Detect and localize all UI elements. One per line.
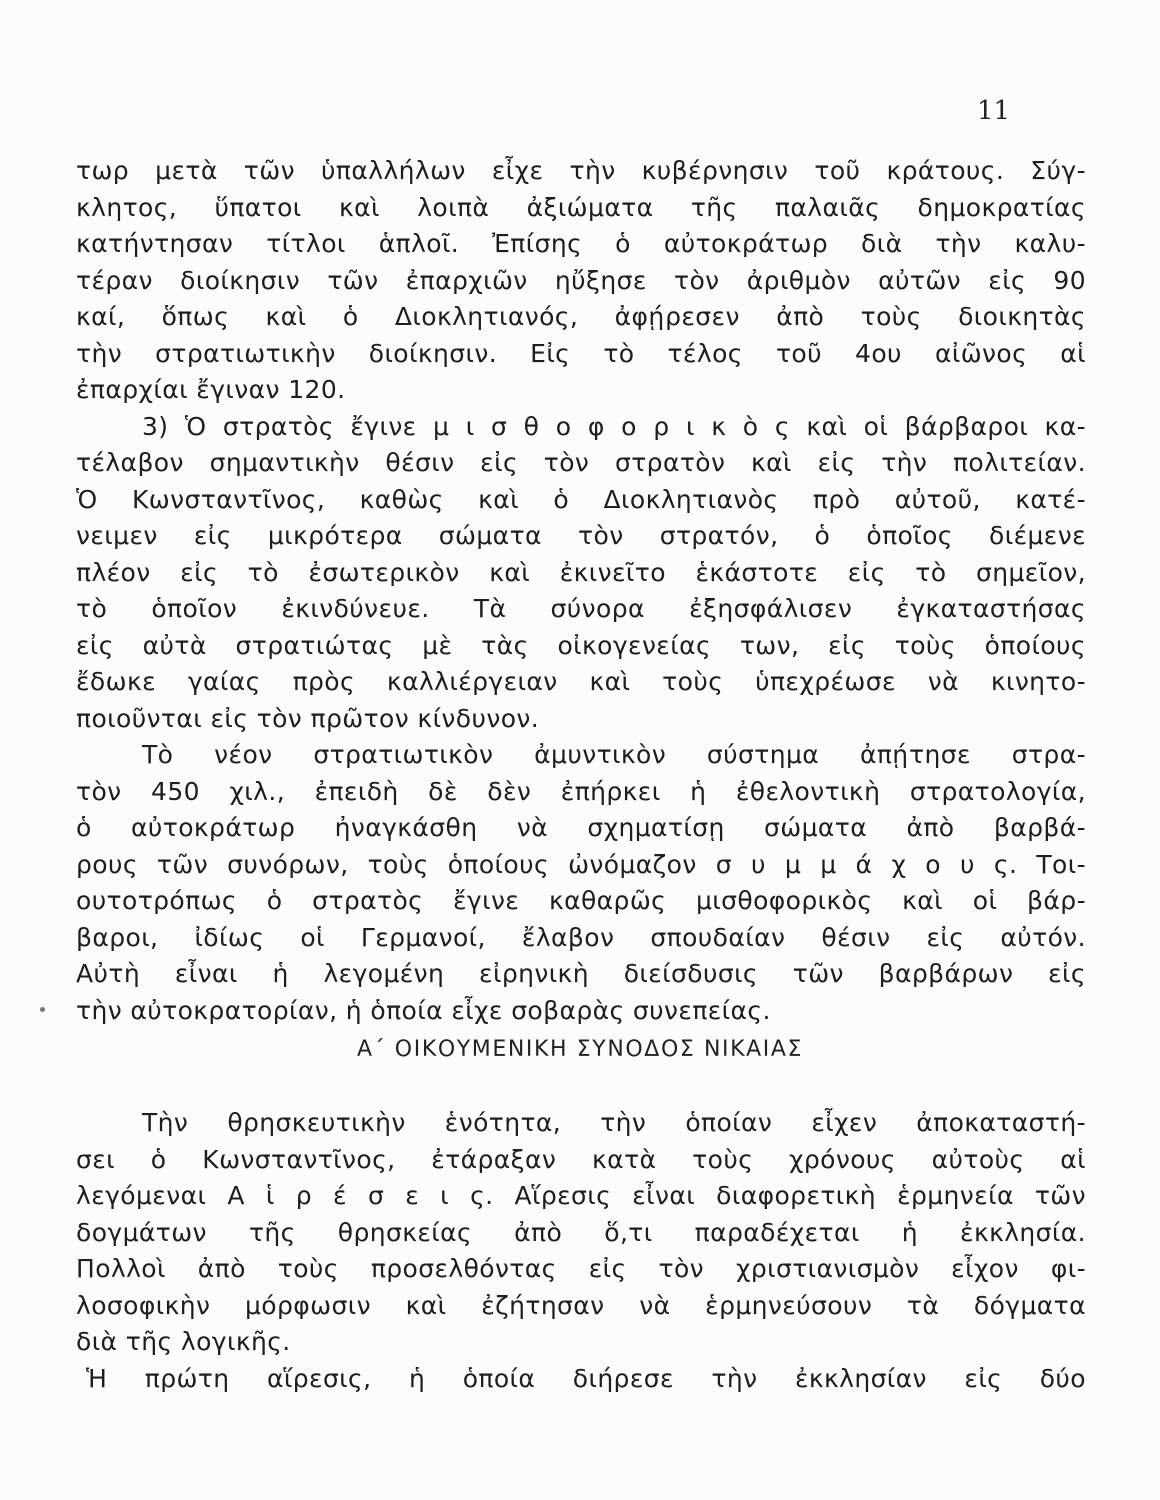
text-line: λοσοφικὴν μόρφωσιν καὶ ἐζήτησαν νὰ ἑρμηνεύσουν τὰ δόγματα bbox=[76, 1290, 1086, 1320]
section-heading: Α΄ ΟΙΚΟΥΜΕΝΙΚΗ ΣΥΝΟΔΟΣ ΝΙΚΑΙΑΣ bbox=[356, 1037, 804, 1062]
text-line: εἰς αὐτὰ στρατιώτας μὲ τὰς οἰκογενείας των, εἰς τοὺς ὁποίους bbox=[76, 630, 1086, 660]
text-line: Πολλοὶ ἀπὸ τοὺς προσελθόντας εἰς τὸν χριστιανισμὸν εἶχον φι- bbox=[76, 1254, 1086, 1283]
text-line: τωρ μετὰ τῶν ὑπαλλήλων εἶχε τὴν κυβέρνησιν τοῦ κράτους. Σύγ- bbox=[76, 156, 1086, 185]
text-line: ουτοτρόπως ὁ στρατὸς ἔγινε καθαρῶς μισθοφορικὸς καὶ οἱ βάρ- bbox=[76, 886, 1086, 915]
text-line: κλητος, ὕπατοι καὶ λοιπὰ ἀξιώματα τῆς παλαιᾶς δημοκρατίας bbox=[76, 192, 1086, 222]
text-line: καί, ὅπως καὶ ὁ Διοκλητιανός, ἀφῄρεσεν ἀπὸ τοὺς διοικητὰς bbox=[76, 302, 1086, 331]
text-line: ποιοῦνται εἰς τὸν πρῶτον κίνδυνον. bbox=[76, 703, 540, 733]
text-line: τὸν 450 χιλ., ἐπειδὴ δὲ δὲν ἐπήρκει ἡ ἐθελοντικὴ στρατολογία, bbox=[76, 776, 1086, 806]
text-line: πλέον εἰς τὸ ἐσωτερικὸν καὶ ἐκινεῖτο ἑκάστοτε εἰς τὸ σημεῖον, bbox=[76, 557, 1086, 587]
text-line: δογμάτων τῆς θρησκείας ἀπὸ ὅ,τι παραδέχεται ἡ ἐκκλησία. bbox=[76, 1217, 1086, 1247]
text-line: ρους τῶν συνόρων, τοὺς ὁποίους ὠνόμαζον σ υ μ μ ά χ ο υ ς. Τοι- bbox=[76, 849, 1086, 879]
text-line: Αὐτὴ εἶναι ἡ λεγομένη εἰρηνικὴ διείσδυσις τῶν βαρβάρων εἰς bbox=[76, 959, 1086, 988]
text-line: ἐπαρχίαι ἔγιναν 120. bbox=[76, 375, 346, 404]
text-line: νειμεν εἰς μικρότερα σώματα τὸν στρατόν, ὁ ὁποῖος διέμενε bbox=[76, 521, 1086, 550]
paragraph-start-line: Τὸ νέον στρατιωτικὸν ἀμυντικὸν σύστημα ἀπῄτησε στρα- bbox=[142, 740, 1086, 769]
text-line: κατήντησαν τίτλοι ἁπλοῖ. Ἐπίσης ὁ αὐτοκράτωρ διὰ τὴν καλυ- bbox=[76, 229, 1086, 258]
body-text-section-2 bbox=[76, 1105, 1086, 1397]
text-line: τὴν στρατιωτικὴν διοίκησιν. Εἰς τὸ τέλος τοῦ 4ου αἰῶνος αἱ bbox=[76, 338, 1086, 368]
text-line: τὴν αὐτοκρατορίαν, ἡ ὁποία εἶχε σοβαρὰς συνεπείας. bbox=[76, 995, 771, 1025]
text-line: τέραν διοίκησιν τῶν ἐπαρχιῶν ηὔξησε τὸν ἀριθμὸν αὐτῶν εἰς 90 bbox=[76, 265, 1086, 295]
text-line: τέλαβον σημαντικὴν θέσιν εἰς τὸν στρατὸν καὶ εἰς τὴν πολιτείαν. bbox=[76, 448, 1086, 477]
page-number: 11 bbox=[977, 96, 1011, 126]
paragraph-start-line: 3) Ὁ στρατὸς ἔγινε μ ι σ θ ο φ ο ρ ι κ ὸ ς καὶ οἱ βάρβαροι κα- bbox=[142, 411, 1086, 441]
text-line: διὰ τῆς λογικῆς. bbox=[76, 1327, 291, 1356]
text-line: Ὁ Κωνσταντῖνος, καθὼς καὶ ὁ Διοκλητιανὸς πρὸ αὐτοῦ, κατέ- bbox=[76, 484, 1086, 514]
paragraph-start-line: Ἡ πρώτη αἵρεσις, ἡ ὁποία διήρεσε τὴν ἐκκλησίαν εἰς δύο bbox=[86, 1363, 1086, 1393]
text-line: λεγόμεναι Α ἱ ρ έ σ ε ι ς. Αἵρεσις εἶναι διαφορετικὴ ἑρμηνεία τῶν bbox=[76, 1181, 1086, 1210]
paragraph-start-line: Τὴν θρησκευτικὴν ἑνότητα, τὴν ὁποίαν εἶχεν ἀποκαταστή- bbox=[142, 1108, 1086, 1137]
text-line: βαροι, ἰδίως οἱ Γερμανοί, ἔλαβον σπουδαίαν θέσιν εἰς αὐτόν. bbox=[76, 922, 1086, 952]
text-line: ὁ αὐτοκράτωρ ἠναγκάσθη νὰ σχηματίσῃ σώματα ἀπὸ βαρβά- bbox=[76, 813, 1086, 842]
text-line: σει ὁ Κωνσταντῖνος, ἐτάραξαν κατὰ τοὺς χρόνους αὐτοὺς αἱ bbox=[76, 1144, 1086, 1174]
text-line: τὸ ὁποῖον ἐκινδύνευε. Τὰ σύνορα ἐξησφάλισεν ἐγκαταστήσας bbox=[76, 594, 1086, 623]
body-text-section-1 bbox=[76, 153, 1086, 1029]
scan-speck bbox=[40, 1007, 45, 1012]
text-line: ἔδωκε γαίας πρὸς καλλιέργειαν καὶ τοὺς ὑπεχρέωσε νὰ κινητο- bbox=[76, 667, 1086, 696]
